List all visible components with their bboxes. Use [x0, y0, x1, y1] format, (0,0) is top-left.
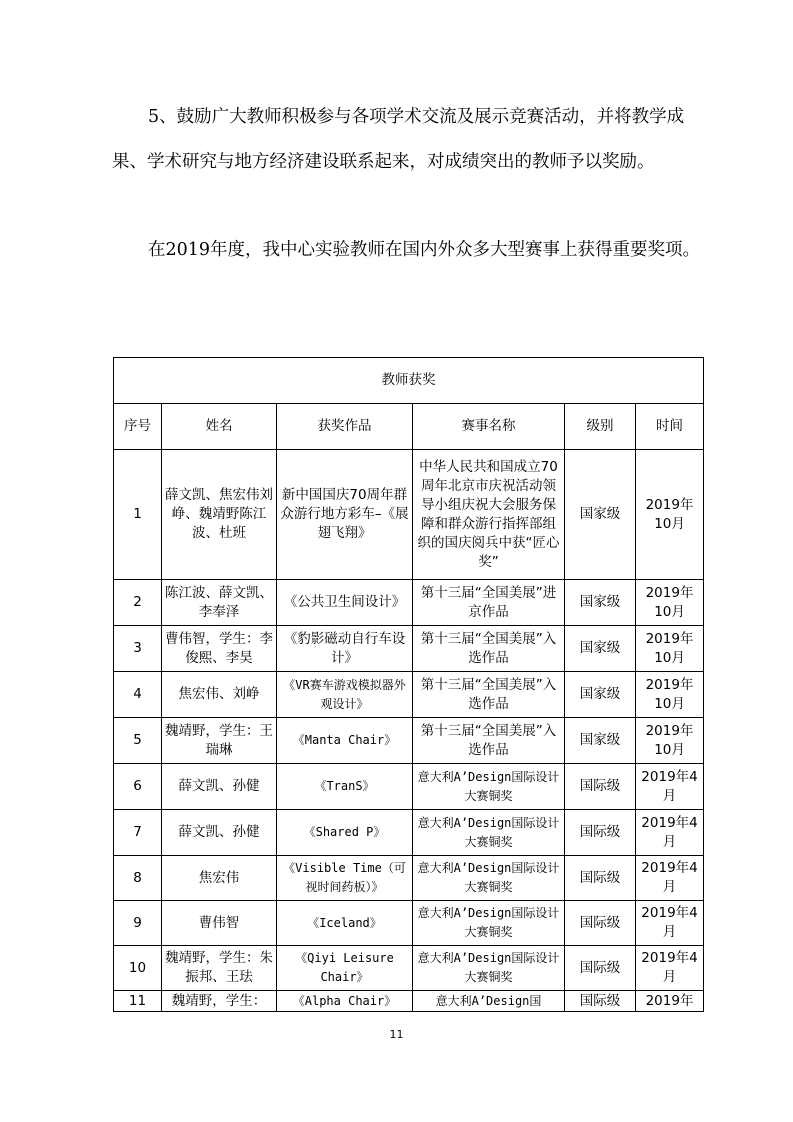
table-row [114, 450, 704, 580]
cell-event: 意大利A’Design国际设计大赛铜奖 [413, 810, 565, 856]
paragraph-awards-intro: 在2019年度，我中心实验教师在国内外众多大型赛事上获得重要奖项。 [148, 240, 701, 260]
cell-time: 2019年10月 [636, 580, 704, 626]
cell-time: 2019年10月 [636, 626, 704, 672]
cell-event: 意大利A’Design国际设计大赛铜奖 [413, 856, 565, 901]
cell-event: 第十三届“全国美展”入选作品 [413, 718, 565, 764]
cell-no: 10 [114, 946, 162, 991]
teacher-awards-table [113, 357, 704, 1012]
cell-level: 国际级 [565, 764, 636, 810]
table-row [114, 946, 704, 991]
cell-level: 国家级 [565, 626, 636, 672]
cell-time: 2019年4月 [636, 946, 704, 991]
header-name: 姓名 [162, 404, 277, 450]
cell-name: 薛文凯、孙健 [162, 764, 277, 810]
cell-work: 《VR赛车游戏模拟器外观设计》 [277, 672, 413, 718]
cell-no: 9 [114, 901, 162, 946]
table-row [114, 672, 704, 718]
table-row [114, 991, 704, 1012]
cell-no: 5 [114, 718, 162, 764]
table-row [114, 626, 704, 672]
cell-work: 《Qiyi Leisure Chair》 [277, 946, 413, 991]
cell-time: 2019年4月 [636, 764, 704, 810]
cell-level: 国际级 [565, 946, 636, 991]
table-header-row [114, 404, 704, 450]
cell-no: 2 [114, 580, 162, 626]
cell-work: 《Manta Chair》 [277, 718, 413, 764]
cell-time: 2019年4月 [636, 901, 704, 946]
table-row [114, 718, 704, 764]
cell-work: 《豹影磁动自行车设计》 [277, 626, 413, 672]
cell-name: 焦宏伟 [162, 856, 277, 901]
cell-event: 第十三届“全国美展”入选作品 [413, 626, 565, 672]
cell-level: 国家级 [565, 450, 636, 580]
cell-name: 曹伟智，学生：李俊熙、李昊 [162, 626, 277, 672]
cell-work: 新中国国庆70周年群众游行地方彩车–《展翅飞翔》 [277, 450, 413, 580]
cell-time: 2019年 [636, 991, 704, 1012]
cell-name: 曹伟智 [162, 901, 277, 946]
cell-time: 2019年10月 [636, 672, 704, 718]
cell-name: 薛文凯、焦宏伟刘峥、魏靖野陈江波、杜班 [162, 450, 277, 580]
cell-time: 2019年4月 [636, 810, 704, 856]
cell-level: 国际级 [565, 901, 636, 946]
cell-name: 魏靖野，学生：王瑞琳 [162, 718, 277, 764]
header-time: 时间 [636, 404, 704, 450]
cell-no: 3 [114, 626, 162, 672]
cell-event: 意大利A’Design国 [413, 991, 565, 1012]
cell-level: 国家级 [565, 672, 636, 718]
header-work: 获奖作品 [277, 404, 413, 450]
cell-event: 意大利A’Design国际设计大赛铜奖 [413, 901, 565, 946]
cell-time: 2019年10月 [636, 718, 704, 764]
cell-event: 第十三届“全国美展”进京作品 [413, 580, 565, 626]
table-row [114, 856, 704, 901]
cell-name: 陈江波、薛文凯、李奉泽 [162, 580, 277, 626]
cell-no: 1 [114, 450, 162, 580]
cell-event: 意大利A’Design国际设计大赛铜奖 [413, 946, 565, 991]
cell-level: 国际级 [565, 991, 636, 1012]
header-level: 级别 [565, 404, 636, 450]
cell-name: 魏靖野，学生： [162, 991, 277, 1012]
cell-event: 第十三届“全国美展”入选作品 [413, 672, 565, 718]
cell-work: 《TranS》 [277, 764, 413, 810]
cell-event: 意大利A’Design国际设计大赛铜奖 [413, 764, 565, 810]
table-row [114, 580, 704, 626]
cell-work: 《Iceland》 [277, 901, 413, 946]
cell-name: 魏靖野，学生：朱振邦、王珐 [162, 946, 277, 991]
cell-level: 国家级 [565, 580, 636, 626]
cell-time: 2019年4月 [636, 856, 704, 901]
paragraph-5: 5、鼓励广大教师积极参与各项学术交流及展示竞赛活动，并将教学成果、学术研究与地方经济建设联系起来，对成绩突出的教师予以奖励。 [112, 107, 685, 172]
cell-no: 8 [114, 856, 162, 901]
cell-work: 《Visible Time（可视时间药板）》 [277, 856, 413, 901]
cell-no: 7 [114, 810, 162, 856]
cell-work: 《公共卫生间设计》 [277, 580, 413, 626]
cell-level: 国际级 [565, 856, 636, 901]
table-row [114, 764, 704, 810]
cell-name: 焦宏伟、刘峥 [162, 672, 277, 718]
cell-level: 国际级 [565, 810, 636, 856]
page-number: 11 [389, 1028, 404, 1041]
table-row [114, 810, 704, 856]
header-event: 赛事名称 [413, 404, 565, 450]
cell-work: 《Alpha Chair》 [277, 991, 413, 1012]
cell-no: 4 [114, 672, 162, 718]
cell-time: 2019年10月 [636, 450, 704, 580]
cell-event: 中华人民共和国成立70周年北京市庆祝活动领导小组庆祝大会服务保障和群众游行指挥部组织的国庆阅兵中获“匠心奖” [413, 450, 565, 580]
cell-work: 《Shared P》 [277, 810, 413, 856]
cell-no: 11 [114, 991, 162, 1012]
cell-level: 国家级 [565, 718, 636, 764]
header-no: 序号 [114, 404, 162, 450]
cell-no: 6 [114, 764, 162, 810]
table-caption: 教师获奖 [114, 358, 704, 404]
cell-name: 薛文凯、孙健 [162, 810, 277, 856]
table-row [114, 901, 704, 946]
